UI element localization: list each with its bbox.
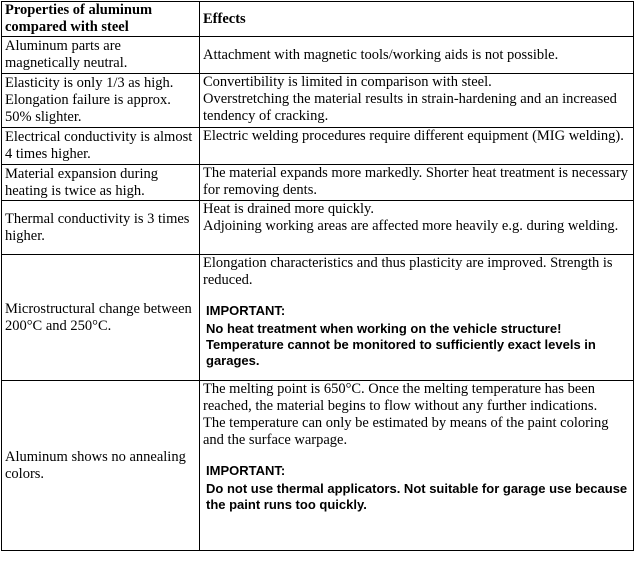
header-properties: Properties of aluminum compared with steel <box>2 2 200 37</box>
effect-text: Attachment with magnetic tools/working aids is not possible. <box>203 46 559 63</box>
effect-text: Heat is drained more quickly. <box>203 201 374 217</box>
effect-text: Adjoining working areas are affected more heavily e.g. during welding. <box>203 218 619 234</box>
table-row <box>2 37 634 74</box>
important-label: IMPORTANT: <box>206 463 286 478</box>
effect-cell <box>200 255 634 381</box>
table-row <box>2 201 634 255</box>
effect-cell <box>200 201 634 255</box>
table-row <box>2 74 634 128</box>
important-label: IMPORTANT: <box>206 303 286 318</box>
effect-text: Convertibility is limited in comparison with steel. <box>203 74 492 90</box>
effect-cell <box>200 165 634 201</box>
important-text: No heat treatment when working on the vehicle structure! Temperature cannot be monitored to sufficiently exact levels in garages. <box>206 321 596 368</box>
effect-cell <box>200 74 634 128</box>
property-cell: Elasticity is only 1/3 as high. Elongation failure is approx. 50% slighter. <box>2 74 200 128</box>
property-cell: Electrical conductivity is almost 4 times higher. <box>2 128 200 165</box>
effect-cell <box>200 128 634 165</box>
header-effects: Effects <box>200 2 634 37</box>
effect-text: The melting point is 650°C. Once the melting temperature has been reached, the material begins to flow without any further indications. <box>203 381 598 414</box>
property-cell: Microstructural change between 200°C and 250°C. <box>2 255 200 381</box>
effect-cell <box>200 381 634 551</box>
effect-text: Elongation characteristics and thus plasticity are improved. Strength is reduced. <box>203 255 613 288</box>
table-row <box>2 128 634 165</box>
property-cell: Thermal conductivity is 3 times higher. <box>2 201 200 255</box>
effect-text: Electric welding procedures require different equipment (MIG welding). <box>203 128 624 144</box>
property-cell: Material expansion during heating is twice as high. <box>2 165 200 201</box>
effect-text: The material expands more markedly. Shorter heat treatment is necessary for removing dents. <box>203 165 629 198</box>
effect-text: The temperature can only be estimated by means of the paint coloring and the surface warpage. <box>203 415 609 448</box>
table-row <box>2 165 634 201</box>
table-row <box>2 255 634 381</box>
header-row <box>2 2 634 37</box>
effect-cell <box>200 37 634 74</box>
table-row <box>2 381 634 551</box>
effect-text: Overstretching the material results in strain-hardening and an increased tendency of cracking. <box>203 91 617 124</box>
aluminum-properties-table <box>1 1 634 551</box>
important-text: Do not use thermal applicators. Not suitable for garage use because the paint runs too quickly. <box>206 481 628 512</box>
property-cell: Aluminum shows no annealing colors. <box>2 381 200 551</box>
property-cell: Aluminum parts are magnetically neutral. <box>2 37 200 74</box>
